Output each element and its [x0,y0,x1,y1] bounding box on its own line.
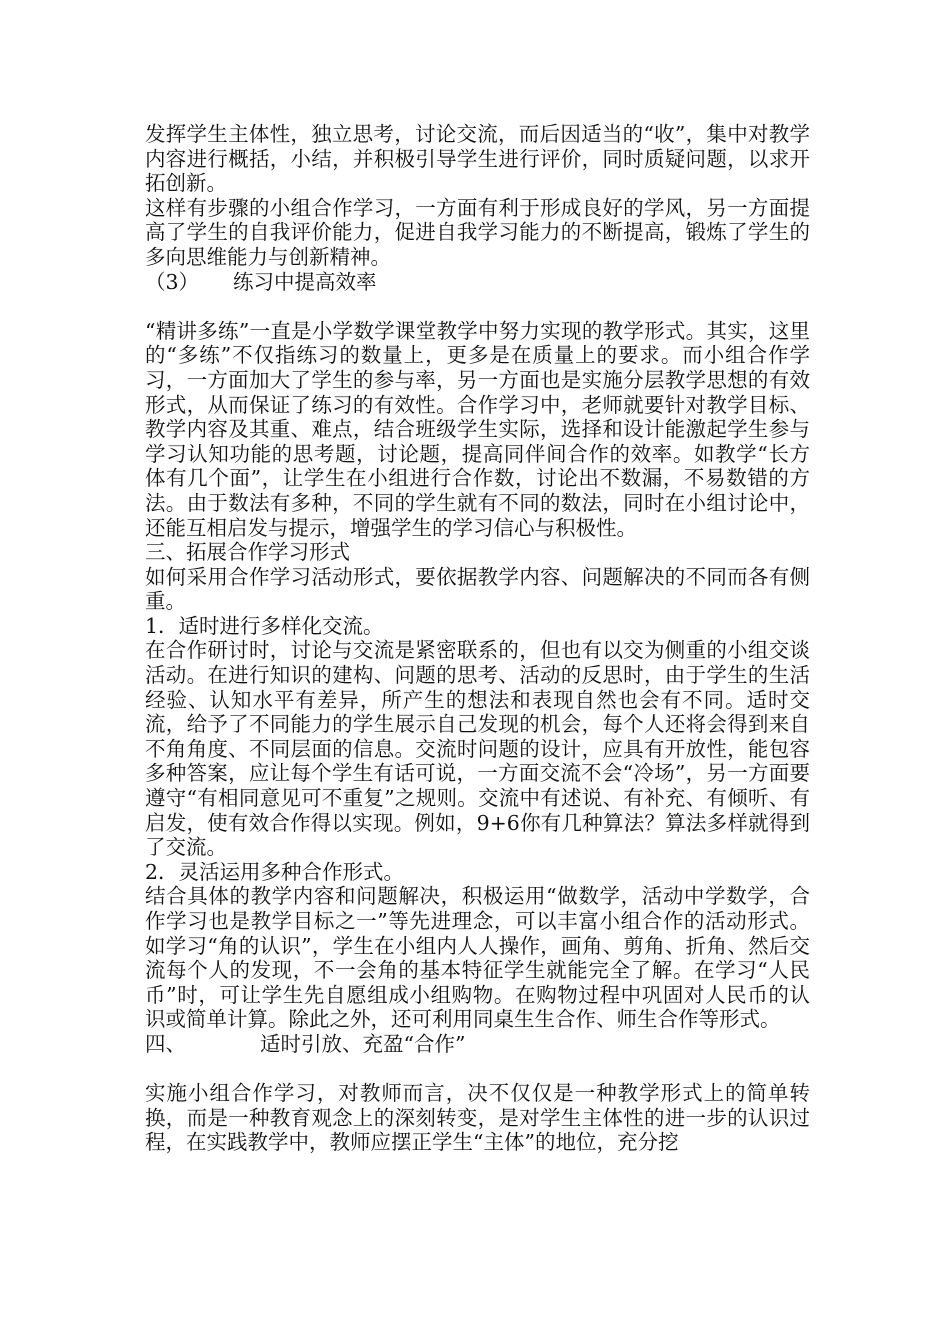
blank-line [145,294,810,319]
paragraph: 实施小组合作学习，对教师而言，决不仅仅是一种教学形式上的简单转换，而是一种教育观念上的深刻转变，是对学生主体性的进一步的认识过程，在实践教学中，教师应摆正学生“主体”的地位，充分挖 [145,1081,810,1155]
paragraph: 如何采用合作学习活动形式，要依据教学内容、问题解决的不同而各有侧重。 [145,564,810,614]
heading-text: 练习中提高效率 [233,269,377,294]
section-heading-3 [145,270,810,295]
subheading: 2．灵活运用多种合作形式。 [145,859,405,884]
heading-text: 适时引放、充盈“合作” [260,1031,466,1056]
section-heading-4 [145,1032,810,1057]
paragraph: 在合作研讨时，讨论与交流是紧密联系的，但也有以交为侧重的小组交谈活动。在进行知识的建构、问题的思考、活动的反思时，由于学生的生活经验、认知水平有差异，所产生的想法和表现自然也会有不同。适时交流，给予了不同能力的学生展示自己发现的机会，每个人还将会得到来自不角角度、不同层面的信息。交流时问题的设计，应具有开放性，能包容多种答案，应让每个学生有话可说，一方面交流不会“冷场”，另一方面要遵守“有相同意见可不重复”之规则。交流中有述说、有补充、有倾听、有启发，使有效合作得以实现。例如，9+6你有几种算法？算法多样就得到了交流。 [145,638,810,860]
paragraph: 发挥学生主体性，独立思考，讨论交流，而后因适当的“收”，集中对教学内容进行概括，小结，并积极引导学生进行评价，同时质疑问题，以求开拓创新。 [145,122,810,196]
section-heading: 三、拓展合作学习形式 [145,540,350,565]
paragraph: 结合具体的教学内容和问题解决，积极运用“做数学，活动中学数学，合作学习也是教学目标之一”等先进理念，可以丰富小组合作的活动形式。如学习“角的认识”，学生在小组内人人操作，画角、剪角、折角、然后交流每个人的发现，不一会角的基本特征学生就能完全了解。在学习“人民币”时，可让学生先自愿组成小组购物。在购物过程中巩固对人民币的认识或简单计算。除此之外，还可利用同桌生生合作、师生合作等形式。 [145,884,810,1032]
paragraph: “精讲多练”一直是小学数学课堂教学中努力实现的教学形式。其实，这里的“多练”不仅指练习的数量上，更多是在质量上的要求。而小组合作学习，一方面加大了学生的参与率，另一方面也是实施分层教学思想的有效形式，从而保证了练习的有效性。合作学习中，老师就要针对教学目标、教学内容及其重、难点，结合班级学生实际，选择和设计能激起学生参与学习认知功能的思考题，讨论题，提高同伴间合作的效率。如教学“长方体有几个面”，让学生在小组进行合作数，讨论出不数漏，不易数错的方法。由于数法有多种，不同的学生就有不同的数法，同时在小组讨论中，还能互相启发与提示，增强学生的学习信心与积极性。 [145,318,810,540]
document-body [145,122,810,1155]
heading-number: 四、 [145,1031,186,1056]
heading-number: （3） [145,269,200,294]
paragraph: 这样有步骤的小组合作学习，一方面有利于形成良好的学风，另一方面提高了学生的自我评价能力，促进自我学习能力的不断提高，锻炼了学生的多向思维能力与创新精神。 [145,195,810,269]
blank-line [145,1057,810,1082]
subheading: 1．适时进行多样化交流。 [145,613,384,638]
